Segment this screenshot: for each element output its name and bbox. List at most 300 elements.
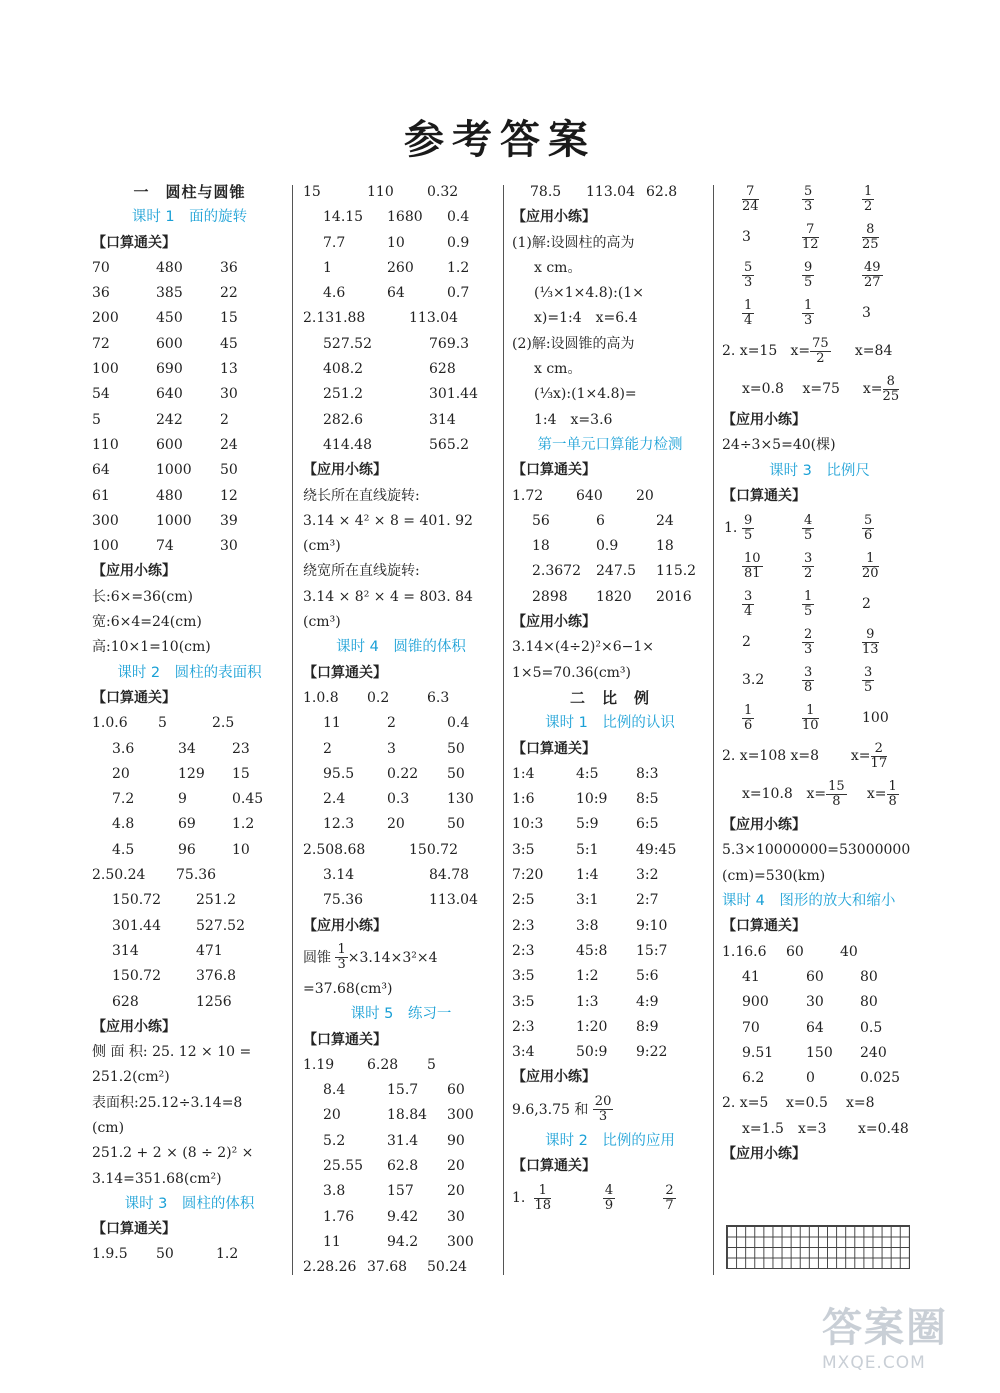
fraction-numerator: 1	[804, 297, 813, 313]
fraction	[603, 1184, 615, 1213]
answer-row	[92, 939, 287, 964]
fraction-denominator: 6	[864, 527, 873, 543]
fraction-grid	[722, 509, 917, 737]
answer-cell: 1:2	[576, 968, 599, 985]
answer-cell: 61	[92, 487, 110, 504]
answer-row	[512, 1015, 708, 1040]
answer-cell: 4:9	[636, 993, 659, 1010]
answer-cell: 24	[220, 436, 238, 453]
answer-cell: 9.51	[742, 1044, 774, 1061]
answer-row	[303, 838, 499, 863]
answer-cell: 95.5	[323, 765, 355, 782]
answer-cell: 5:1	[576, 841, 599, 858]
fraction-denominator: 18	[534, 1197, 551, 1213]
answer-cell: 314	[429, 411, 456, 428]
fraction-numerator: 2	[804, 626, 813, 642]
answer-cell: 72	[92, 335, 110, 352]
fraction-numerator: 3	[744, 588, 753, 604]
answer-cell: 3:5	[512, 841, 535, 858]
answer-cell: 260	[387, 259, 414, 276]
fraction	[802, 590, 814, 619]
fraction-denominator: 2	[864, 198, 873, 214]
answer-cell: 18	[532, 538, 550, 555]
answer-cell: 30	[220, 538, 238, 555]
answer-cell: 64	[92, 462, 110, 479]
answer-cell: 2	[862, 596, 871, 613]
answer-cell: 5	[92, 411, 101, 428]
answer-cell: 2	[220, 411, 229, 428]
answer-cell: 242	[156, 411, 183, 428]
fraction-denominator: 20	[862, 565, 879, 581]
answer-cell: 0.32	[427, 184, 459, 200]
fraction	[742, 704, 754, 733]
section-heading: 【口算通关】	[512, 740, 596, 757]
column-divider	[713, 185, 714, 1275]
answer-text: x=	[862, 381, 883, 397]
answer-cell: 3.2	[742, 672, 765, 689]
answer-cell: 12.3	[323, 816, 355, 833]
fraction-denominator: 7	[665, 1197, 674, 1213]
section-heading: 【应用小练】	[512, 614, 596, 631]
answer-cell: 0	[806, 1070, 815, 1087]
answer-cell: 3	[862, 305, 871, 321]
answer-cell: 8:5	[636, 791, 659, 808]
answer-row	[512, 484, 708, 509]
answer-cell: 74	[156, 538, 174, 555]
answer-cell: 8.4	[323, 1082, 346, 1099]
section-heading: 【口算通关】	[92, 689, 176, 706]
fraction-denominator: 4	[744, 603, 753, 619]
fraction-numerator: 7	[802, 223, 819, 238]
answer-line: (cm)=530(km)	[722, 867, 826, 884]
fraction	[802, 628, 814, 657]
answer-row	[512, 863, 708, 888]
fraction-numerator: 1	[337, 942, 346, 958]
answer-cell: x=84	[854, 343, 893, 359]
answer-cell: 376.8	[196, 968, 237, 985]
answer-cell: 4.5	[112, 841, 135, 858]
answer-cell: 2:3	[512, 1018, 535, 1035]
fraction	[862, 261, 883, 290]
answer-row	[303, 888, 499, 913]
answer-line: (2)解:设圆锥的高为	[512, 335, 635, 352]
answer-cell: 2.5	[212, 715, 235, 732]
answer-line: 1×5=70.36(cm³)	[512, 664, 632, 681]
fraction	[802, 514, 814, 543]
answer-cell: 90	[447, 1132, 465, 1149]
answer-row	[92, 863, 287, 888]
answer-cell: 41	[742, 968, 760, 985]
answer-row	[512, 534, 708, 559]
answer-cell: 62.8	[646, 184, 678, 200]
answer-cell: 0.9	[447, 234, 470, 251]
answer-cell: 1.2	[232, 816, 255, 833]
answer-row	[512, 762, 708, 787]
answer-cell: 0.7	[447, 285, 470, 302]
answer-cell: 14.15	[323, 209, 364, 226]
answer-grid	[303, 306, 499, 458]
answer-cell: 1.2	[216, 1246, 239, 1263]
answer-cell: 150.72	[112, 968, 161, 985]
answer-cell: 7:20	[512, 867, 544, 884]
answer-cell: 4.8	[112, 816, 135, 833]
fraction-numerator: 3	[804, 550, 813, 566]
answer-cell: 1.76	[323, 1208, 355, 1225]
answer-line: 宽:6×4=24(cm)	[92, 614, 202, 631]
answer-row	[722, 1066, 917, 1091]
answer-cell: 23	[232, 740, 250, 757]
answer-row	[303, 863, 499, 888]
answer-row	[512, 180, 708, 205]
answer-cell: 0.22	[387, 765, 419, 782]
watermark-text: 答案圈	[822, 1305, 948, 1351]
answer-cell: 20	[636, 487, 654, 504]
answer-row	[303, 205, 499, 230]
fraction	[742, 552, 763, 581]
answer-row	[92, 484, 287, 509]
answer-cell: 1:20	[576, 1018, 608, 1035]
answer-cell: 1:4	[512, 765, 535, 782]
fraction-numerator: 49	[864, 259, 881, 275]
section-heading: 【应用小练】	[722, 1146, 806, 1163]
answer-cell: 1	[323, 259, 332, 276]
answer-cell: 94.2	[387, 1233, 419, 1250]
answer-cell: 628	[429, 361, 456, 378]
fraction-numerator: 15	[828, 778, 845, 794]
answer-line: 251.2 + 2 × (8 ÷ 2)² ×	[92, 1145, 254, 1162]
answer-cell: 1680	[387, 209, 423, 226]
answer-cell: 2. x=108	[722, 748, 787, 765]
answer-cell: 157	[387, 1183, 414, 1200]
answer-cell: 2	[323, 740, 332, 757]
answer-cell: 100	[92, 361, 119, 378]
answer-cell: 130	[447, 791, 474, 808]
lesson-heading: 课时 3 圆柱的体积	[124, 1195, 255, 1212]
answer-cell: 15:7	[636, 942, 668, 959]
answer-cell: 50	[447, 765, 465, 782]
fraction-numerator: 1	[744, 297, 753, 313]
answer-cell: 301.44	[429, 386, 478, 403]
answer-cell: 1:3	[576, 993, 599, 1010]
answer-cell: 9	[178, 791, 187, 808]
answer-cell: x=0.48	[858, 1120, 909, 1137]
answer-cell: 64	[806, 1019, 824, 1036]
answer-cell: 3:4	[512, 1044, 535, 1061]
answer-cell: 385	[156, 285, 183, 302]
section-heading: 【口算通关】	[92, 234, 176, 251]
answer-row	[722, 294, 917, 332]
answer-cell: 70	[742, 1019, 760, 1036]
answer-cell: 2.28.26	[303, 1259, 357, 1276]
answer-row	[722, 737, 917, 775]
answer-cell: 240	[860, 1044, 887, 1061]
fraction	[802, 223, 819, 252]
answer-cell: 9.42	[387, 1208, 419, 1225]
fraction	[742, 185, 759, 214]
answer-cell: 8:3	[636, 765, 659, 782]
answer-cell: 84.78	[429, 867, 470, 884]
answer-row	[92, 964, 287, 989]
answer-row	[92, 1242, 287, 1267]
answer-line: x cm。	[534, 361, 582, 378]
answer-cell: 2.4	[323, 791, 346, 808]
answer-grid	[92, 863, 287, 1015]
answer-row: 1. $\frac{9}{5}$ $\frac{4}{5}$ $\frac{5}{6}$	[724, 512, 873, 543]
answer-grid	[303, 838, 499, 914]
lesson-heading: 课时 5 练习一	[350, 1006, 452, 1023]
fraction	[335, 943, 347, 972]
answer-cell: 450	[156, 310, 183, 327]
answer-cell: 6.2	[742, 1070, 765, 1087]
lesson-heading: 课时 4 图形的放大和缩小	[722, 893, 896, 910]
fraction	[742, 590, 754, 619]
fraction-denominator: 2	[804, 565, 813, 581]
answer-line: 3.14×(4÷2)²×6−1×	[512, 639, 654, 656]
answer-cell: 96	[178, 841, 196, 858]
answer-line: 1:4 x=3.6	[534, 411, 613, 428]
fraction	[862, 185, 874, 214]
answer-cell: 1.0.8	[303, 689, 339, 706]
answer-row	[303, 408, 499, 433]
answer-cell: 480	[156, 487, 183, 504]
answer-row	[303, 1205, 499, 1230]
answer-cell: 50.24	[427, 1259, 468, 1276]
answer-text: x=	[806, 786, 827, 803]
answer-row	[92, 306, 287, 331]
fraction-numerator: 3	[864, 664, 873, 680]
answer-cell: 1.16.6	[722, 943, 767, 960]
fraction	[887, 780, 899, 809]
answer-cell: 113.04	[409, 310, 458, 327]
answer-row	[92, 256, 287, 281]
answer-cell: 20	[447, 1183, 465, 1200]
answer-row	[303, 812, 499, 837]
fraction-numerator: 8	[883, 375, 900, 390]
fraction-denominator: 24	[742, 198, 759, 214]
answer-row	[303, 762, 499, 787]
section-heading: 【口算通关】	[303, 664, 387, 681]
answer-row	[512, 1179, 708, 1217]
answer-cell: 6.28	[367, 1056, 399, 1073]
answer-cell: 3	[742, 229, 751, 245]
answer-cell: 769.3	[429, 335, 470, 352]
answer-cell: 15	[232, 765, 250, 782]
answer-cell: 251.2	[323, 386, 364, 403]
answer-cell: 5	[158, 715, 167, 732]
column-divider	[292, 185, 293, 1275]
answer-cell: 565.2	[429, 436, 470, 453]
answer-cell: x=1.5	[742, 1120, 784, 1137]
answer-cell: 300	[92, 512, 119, 529]
answer-cell: 18	[656, 538, 674, 555]
fraction	[802, 552, 814, 581]
fraction-numerator: 3	[804, 664, 813, 680]
section-heading: 【口算通关】	[512, 1157, 596, 1174]
answer-row	[722, 990, 917, 1015]
answer-row	[92, 357, 287, 382]
answer-line: =37.68(cm³)	[303, 980, 393, 997]
answer-column-4	[722, 180, 917, 1275]
fraction-denominator: 8	[888, 793, 897, 809]
fraction-numerator: 1	[802, 704, 819, 719]
answer-cell: 50	[447, 816, 465, 833]
answer-row	[92, 408, 287, 433]
answer-cell: 100	[92, 538, 119, 555]
fraction-numerator: 5	[744, 259, 753, 275]
fraction-numerator: 1	[744, 702, 753, 718]
answer-row	[722, 940, 917, 965]
answer-cell: 1.9.5	[92, 1246, 128, 1263]
fraction-numerator: 7	[742, 185, 759, 200]
answer-cell: 30	[447, 1208, 465, 1225]
graph-paper-grid	[726, 1225, 910, 1269]
fraction-denominator: 12	[802, 236, 819, 252]
answer-cell: 3:2	[636, 867, 659, 884]
answer-row	[303, 1103, 499, 1128]
answer-cell: 7.2	[112, 791, 135, 808]
fraction-denominator: 8	[832, 793, 841, 809]
answer-text: 9.6,3.75 和	[512, 1101, 589, 1118]
answer-cell: 40	[840, 943, 858, 960]
answer-cell: 2898	[532, 588, 568, 605]
answer-cell: 24	[656, 512, 674, 529]
lesson-heading: 课时 4 圆锥的体积	[336, 639, 466, 656]
answer-text: x=	[850, 748, 871, 765]
answer-cell: 1000	[156, 462, 192, 479]
answer-cell: 640	[576, 487, 603, 504]
answer-cell: 113.04	[586, 184, 635, 200]
fraction-numerator: 2	[871, 742, 888, 757]
fraction-numerator: 1	[888, 778, 897, 794]
answer-line: 5.3×10000000=53000000	[722, 842, 911, 859]
answer-grid	[722, 940, 917, 1092]
answer-cell: 1820	[596, 588, 632, 605]
answer-cell: 3:1	[576, 892, 599, 909]
answer-cell: 2	[387, 715, 396, 732]
answer-cell: 1.19	[303, 1056, 335, 1073]
answer-row	[92, 458, 287, 483]
section-heading: 【口算通关】	[303, 1031, 387, 1048]
answer-row	[303, 180, 499, 205]
answer-line: (cm³)	[303, 614, 341, 631]
answer-row	[303, 281, 499, 306]
answer-cell: 50	[447, 740, 465, 757]
answer-cell: x=10.8	[742, 786, 793, 803]
lesson-heading: 第一单元口算能力检测	[537, 436, 683, 453]
answer-cell: 900	[742, 994, 769, 1011]
fraction	[802, 704, 819, 733]
answer-cell: 0.9	[596, 538, 619, 555]
fraction-denominator: 25	[862, 236, 879, 252]
fraction-numerator: 4	[804, 512, 813, 528]
answer-row	[512, 964, 708, 989]
fraction-denominator: 5	[864, 679, 873, 695]
answer-cell: 49:45	[636, 841, 677, 858]
answer-cell: 110	[92, 436, 119, 453]
answer-cell: x=0.8	[742, 381, 784, 397]
answer-cell: 600	[156, 436, 183, 453]
answer-cell: 282.6	[323, 411, 364, 428]
fraction-denominator: 3	[744, 274, 753, 290]
answer-cell: 200	[92, 310, 119, 327]
answer-row	[512, 812, 708, 837]
fraction	[883, 375, 900, 404]
answer-row	[92, 762, 287, 787]
answer-cell: 300	[447, 1233, 474, 1250]
answer-cell: 2:5	[512, 892, 535, 909]
fraction	[862, 223, 879, 252]
answer-line: (⅓×1×4.8):(1×	[534, 285, 644, 302]
answer-cell: 2:3	[512, 942, 535, 959]
fraction-denominator: 5	[804, 274, 813, 290]
lesson-heading: 课时 1 比例的认识	[545, 715, 675, 732]
fraction-denominator: 4	[744, 312, 753, 328]
answer-cell: x=8	[790, 748, 819, 765]
answer-cell: 56	[532, 512, 550, 529]
answer-row	[303, 711, 499, 736]
answer-text: ×3.14×3²×4	[347, 949, 438, 966]
answer-cell: 10	[387, 234, 405, 251]
answer-cell: 60	[806, 968, 824, 985]
answer-row	[722, 699, 917, 737]
answer-line: 绕长所在直线旋转:	[303, 487, 420, 504]
answer-cell: 45:8	[576, 942, 608, 959]
fraction-denominator: 25	[882, 388, 900, 404]
answer-cell: 2:7	[636, 892, 659, 909]
fraction-denominator: 5	[804, 527, 813, 543]
answer-cell: 0.4	[447, 715, 470, 732]
fraction-numerator: 9	[744, 512, 753, 528]
answer-text: 1.	[512, 1190, 526, 1207]
answer-line: (cm)	[92, 1119, 125, 1136]
answer-cell: 75.36	[176, 867, 217, 884]
answer-row	[303, 1053, 499, 1078]
answer-column-3	[512, 180, 708, 1275]
answer-line: 251.2(cm²)	[92, 1069, 170, 1086]
fraction	[742, 261, 754, 290]
answer-cell: 20	[447, 1157, 465, 1174]
answer-cell: 50:9	[576, 1044, 608, 1061]
answer-column-2	[303, 180, 499, 1275]
section-heading: 【应用小练】	[92, 563, 176, 580]
answer-row	[512, 914, 708, 939]
fraction-denominator: 3	[804, 198, 813, 214]
answer-row	[92, 737, 287, 762]
answer-cell: 80	[860, 994, 878, 1011]
fraction-denominator: 6	[744, 717, 753, 733]
answer-cell: 8:9	[636, 1018, 659, 1035]
answer-cell: 78.5	[530, 184, 562, 200]
unit-heading: 一 圆柱与圆锥	[133, 183, 246, 201]
answer-cell: 54	[92, 386, 110, 403]
answer-row	[722, 661, 917, 699]
answer-cell: 12	[220, 487, 238, 504]
fraction	[862, 552, 879, 581]
section-heading: 【应用小练】	[512, 1069, 596, 1086]
answer-cell: 1256	[196, 993, 232, 1010]
answer-cell: 7.7	[323, 234, 346, 251]
answer-cell: 2. x=15	[722, 343, 778, 359]
answer-text: 圆锥	[303, 949, 331, 966]
answer-line: (1)解:设圆柱的高为	[512, 234, 635, 251]
fraction-numerator: 5	[804, 183, 813, 199]
answer-cell: 247.5	[596, 563, 637, 580]
fraction-denominator: 13	[862, 641, 879, 657]
answer-line	[512, 1091, 708, 1129]
fraction	[802, 299, 814, 328]
lesson-heading: 课时 1 面的旋转	[131, 209, 248, 226]
answer-cell: 25.55	[323, 1157, 364, 1174]
